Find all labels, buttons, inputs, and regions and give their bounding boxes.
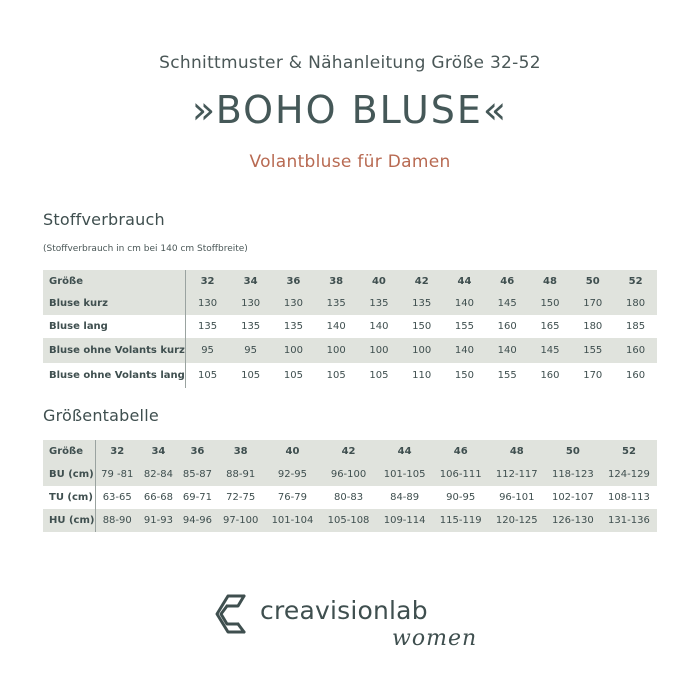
table-cell: 145 [486, 292, 529, 315]
column-header-size: 40 [264, 440, 320, 463]
table-row [43, 292, 657, 315]
row-label: Bluse ohne Volants lang [43, 363, 185, 388]
table-cell: 85-87 [178, 463, 217, 486]
table-cell: 140 [358, 315, 401, 338]
table-cell: 155 [443, 315, 486, 338]
table-cell: 100 [358, 338, 401, 363]
column-header-size: 42 [321, 440, 377, 463]
table-cell: 155 [486, 363, 529, 388]
table-cell: 185 [614, 315, 657, 338]
table-cell: 100 [315, 338, 358, 363]
table-cell: 145 [529, 338, 572, 363]
table-cell: 100 [272, 338, 315, 363]
table-cell: 88-90 [95, 509, 139, 532]
row-label: TU (cm) [43, 486, 95, 509]
table-cell: 155 [571, 338, 614, 363]
size-heading: Größentabelle [43, 406, 159, 425]
table-cell: 130 [185, 292, 229, 315]
column-header-size: 44 [443, 270, 486, 292]
table-cell: 109-114 [377, 509, 433, 532]
table-cell: 84-89 [377, 486, 433, 509]
table-cell: 105 [185, 363, 229, 388]
table-row [43, 315, 657, 338]
column-header-label: Größe [43, 270, 185, 292]
logo-wordmark: creavisionlab [260, 596, 428, 625]
table-cell: 135 [185, 315, 229, 338]
table-cell: 135 [315, 292, 358, 315]
table-cell: 140 [443, 292, 486, 315]
table-cell: 180 [614, 292, 657, 315]
table-cell: 135 [358, 292, 401, 315]
table-cell: 105 [229, 363, 272, 388]
table-row [43, 338, 657, 363]
column-header-size: 38 [217, 440, 265, 463]
table-row [43, 463, 657, 486]
column-header-size: 50 [545, 440, 601, 463]
table-cell: 135 [400, 292, 443, 315]
table-cell: 96-101 [489, 486, 545, 509]
table-cell: 105 [358, 363, 401, 388]
table-cell: 105-108 [321, 509, 377, 532]
table-cell: 66-68 [139, 486, 178, 509]
table-cell: 100 [400, 338, 443, 363]
column-header-size: 42 [400, 270, 443, 292]
size-chart-table [43, 440, 657, 532]
row-label: Bluse lang [43, 315, 185, 338]
column-header-size: 32 [185, 270, 229, 292]
table-cell: 130 [272, 292, 315, 315]
table-cell: 105 [315, 363, 358, 388]
table-cell: 124-129 [601, 463, 657, 486]
table-cell: 72-75 [217, 486, 265, 509]
fabric-consumption-table [43, 270, 657, 388]
column-header-size: 48 [529, 270, 572, 292]
table-cell: 150 [400, 315, 443, 338]
table-cell: 110 [400, 363, 443, 388]
table-cell: 160 [529, 363, 572, 388]
tagline: Volantbluse für Damen [249, 152, 451, 172]
column-header-size: 32 [95, 440, 139, 463]
table-cell: 105 [272, 363, 315, 388]
table-row [43, 363, 657, 388]
table-cell: 69-71 [178, 486, 217, 509]
page-title: »BOHO BLUSE« [191, 88, 509, 132]
table-cell: 95 [229, 338, 272, 363]
column-header-size: 40 [358, 270, 401, 292]
table-cell: 140 [315, 315, 358, 338]
table-cell: 101-104 [264, 509, 320, 532]
table-cell: 92-95 [264, 463, 320, 486]
table-cell: 130 [229, 292, 272, 315]
column-header-label: Größe [43, 440, 95, 463]
column-header-size: 34 [229, 270, 272, 292]
table-cell: 63-65 [95, 486, 139, 509]
table-cell: 135 [229, 315, 272, 338]
table-cell: 91-93 [139, 509, 178, 532]
table-cell: 82-84 [139, 463, 178, 486]
column-header-size: 34 [139, 440, 178, 463]
table-cell: 160 [614, 363, 657, 388]
column-header-size: 48 [489, 440, 545, 463]
column-header-size: 46 [486, 270, 529, 292]
table-cell: 108-113 [601, 486, 657, 509]
table-cell: 126-130 [545, 509, 601, 532]
table-cell: 88-91 [217, 463, 265, 486]
table-row [43, 509, 657, 532]
table-cell: 80-83 [321, 486, 377, 509]
row-label: Bluse ohne Volants kurz [43, 338, 185, 363]
table-cell: 140 [443, 338, 486, 363]
column-header-size: 36 [272, 270, 315, 292]
table-header-row [43, 270, 657, 292]
table-cell: 115-119 [433, 509, 489, 532]
table-cell: 112-117 [489, 463, 545, 486]
table-cell: 150 [443, 363, 486, 388]
column-header-size: 38 [315, 270, 358, 292]
table-cell: 101-105 [377, 463, 433, 486]
fabric-heading: Stoffverbrauch [43, 210, 165, 229]
table-header-row [43, 440, 657, 463]
column-header-size: 52 [614, 270, 657, 292]
column-header-size: 52 [601, 440, 657, 463]
table-cell: 170 [571, 292, 614, 315]
table-cell: 106-111 [433, 463, 489, 486]
brand-logo [214, 590, 504, 670]
table-cell: 95 [185, 338, 229, 363]
table-cell: 150 [529, 292, 572, 315]
table-cell: 165 [529, 315, 572, 338]
table-cell: 120-125 [489, 509, 545, 532]
subtitle-top: Schnittmuster & Nähanleitung Größe 32-52 [159, 53, 541, 73]
creavisionlab-logo-icon [214, 592, 256, 638]
table-cell: 170 [571, 363, 614, 388]
column-header-size: 36 [178, 440, 217, 463]
row-label: BU (cm) [43, 463, 95, 486]
table-cell: 131-136 [601, 509, 657, 532]
table-cell: 102-107 [545, 486, 601, 509]
column-header-size: 46 [433, 440, 489, 463]
column-header-size: 44 [377, 440, 433, 463]
table-cell: 79 -81 [95, 463, 139, 486]
row-label: Bluse kurz [43, 292, 185, 315]
table-cell: 160 [486, 315, 529, 338]
table-cell: 135 [272, 315, 315, 338]
fabric-note: (Stoffverbrauch in cm bei 140 cm Stoffbreite) [43, 244, 248, 254]
row-label: HU (cm) [43, 509, 95, 532]
table-cell: 94-96 [178, 509, 217, 532]
table-cell: 76-79 [264, 486, 320, 509]
table-cell: 97-100 [217, 509, 265, 532]
table-row [43, 486, 657, 509]
table-cell: 160 [614, 338, 657, 363]
column-header-size: 50 [571, 270, 614, 292]
table-cell: 140 [486, 338, 529, 363]
table-cell: 90-95 [433, 486, 489, 509]
logo-subline: women [392, 626, 478, 651]
table-cell: 180 [571, 315, 614, 338]
table-cell: 96-100 [321, 463, 377, 486]
table-cell: 118-123 [545, 463, 601, 486]
